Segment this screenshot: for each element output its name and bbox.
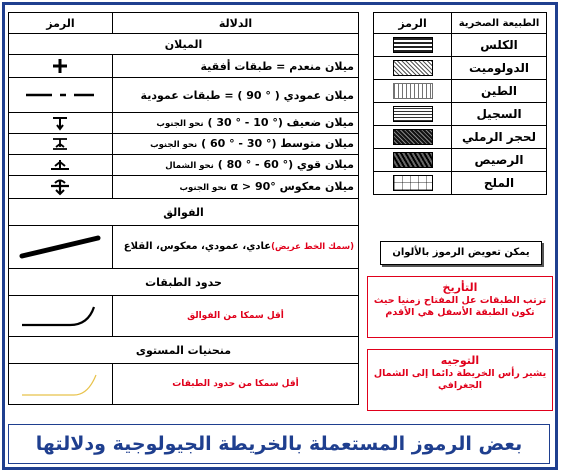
table-row [374,149,547,172]
table-row [9,364,359,405]
table-row [9,134,359,155]
table-row [374,172,547,195]
overturned-dip-note: نحو الجنوب [179,182,227,193]
fault-row-text [112,226,358,269]
fault-types-text: عادي، عمودي، معكوس، القلاع [123,241,272,252]
salt-pattern-icon [374,172,452,195]
fault-thickness-note: (سمك الخط عريض) [271,242,354,252]
rock-name-header: الطبيعة الصخرية [452,13,547,34]
table-row [9,78,359,113]
orientation-body: يشير رأس الخريطة دائما إلى الشمال الجغرافي [373,368,547,391]
colors-note: يمكن تعويض الرموز بالألوان [380,241,542,265]
horizontal-beds-text: ميلان منعدم = طبقات أفقية [112,55,358,78]
table-row [374,126,547,149]
conglomerate-pattern-icon [374,149,452,172]
table-row [374,34,547,57]
contour-line-icon [9,364,113,405]
table-row [9,155,359,176]
rock-name-limestone: الكلس [452,34,547,57]
table-row [374,80,547,103]
table-row [374,57,547,80]
weak-dip-text: ميلان ضعيف (° 10 - ° 30 ) [207,115,354,129]
contour-row-text: أقل سمكا من حدود الطبقات [112,364,358,405]
strong-dip-row [112,155,358,176]
plus-icon [9,55,113,78]
dating-title: التأريخ [442,281,478,294]
limestone-pattern-icon [374,34,452,57]
rock-name-salt: الملح [452,172,547,195]
table-row [9,55,359,78]
rock-name-dolomite: الدولوميت [452,57,547,80]
fault-line-icon [9,226,113,269]
strong-dip-text: ميلان قوي (° 60 - ° 80 ) [217,157,354,171]
bed-boundary-icon [9,296,113,337]
symbols-table [8,12,359,405]
table-row [9,176,359,199]
vertical-dip-icon [9,78,113,113]
table-row [374,103,547,126]
rock-types-table [373,12,547,195]
boundary-row-text: أقل سمكا من الفوالق [112,296,358,337]
clay-pattern-icon [374,80,452,103]
table-row [9,226,359,269]
page-caption: بعض الرموز المستعملة بالخريطة الجيولوجية ودلالتها [8,424,550,464]
medium-dip-text: ميلان متوسط (° 30 - ° 60 ) [201,136,354,150]
dating-box [367,276,553,338]
dating-body: ترتب الطبقات عل المفتاح زمنيا حيث تكون الطبقة الأسفل هي الأقدم [373,295,547,318]
contours-section-title: منحنيات المستوى [9,337,359,364]
rock-name-conglomerate: الرصيص [452,149,547,172]
orientation-box [367,349,553,411]
rock-symbol-header: الرمز [374,13,452,34]
table-row [9,296,359,337]
medium-dip-note: نحو الجنوب [150,139,198,150]
medium-dip-row [112,134,358,155]
overturned-dip-row [112,176,358,199]
rock-name-sandstone: لحجر الرملي [452,126,547,149]
medium-dip-icon [9,134,113,155]
weak-dip-icon [9,113,113,134]
overturned-dip-icon [9,176,113,199]
faults-section-title: الفوالق [9,199,359,226]
weak-dip-row [112,113,358,134]
rock-name-shale: السجيل [452,103,547,126]
shale-pattern-icon [374,103,452,126]
symbol-header: الرمز [9,13,113,34]
overturned-dip-text: ميلان معكوس α > 90° [230,179,354,193]
weak-dip-note: نحو الجنوب [156,118,204,129]
meaning-header: الدلالة [112,13,358,34]
strong-dip-icon [9,155,113,176]
orientation-title: التوجيه [440,354,480,367]
dip-section-title: الميلان [9,34,359,55]
boundaries-section-title: حدود الطبقات [9,269,359,296]
table-row [9,113,359,134]
dolomite-pattern-icon [374,57,452,80]
sandstone-pattern-icon [374,126,452,149]
vertical-beds-text: ميلان عمودي ( ° 90 ) = طبقات عمودية [112,78,358,113]
rock-name-clay: الطين [452,80,547,103]
strong-dip-note: نحو الشمال [165,160,214,171]
